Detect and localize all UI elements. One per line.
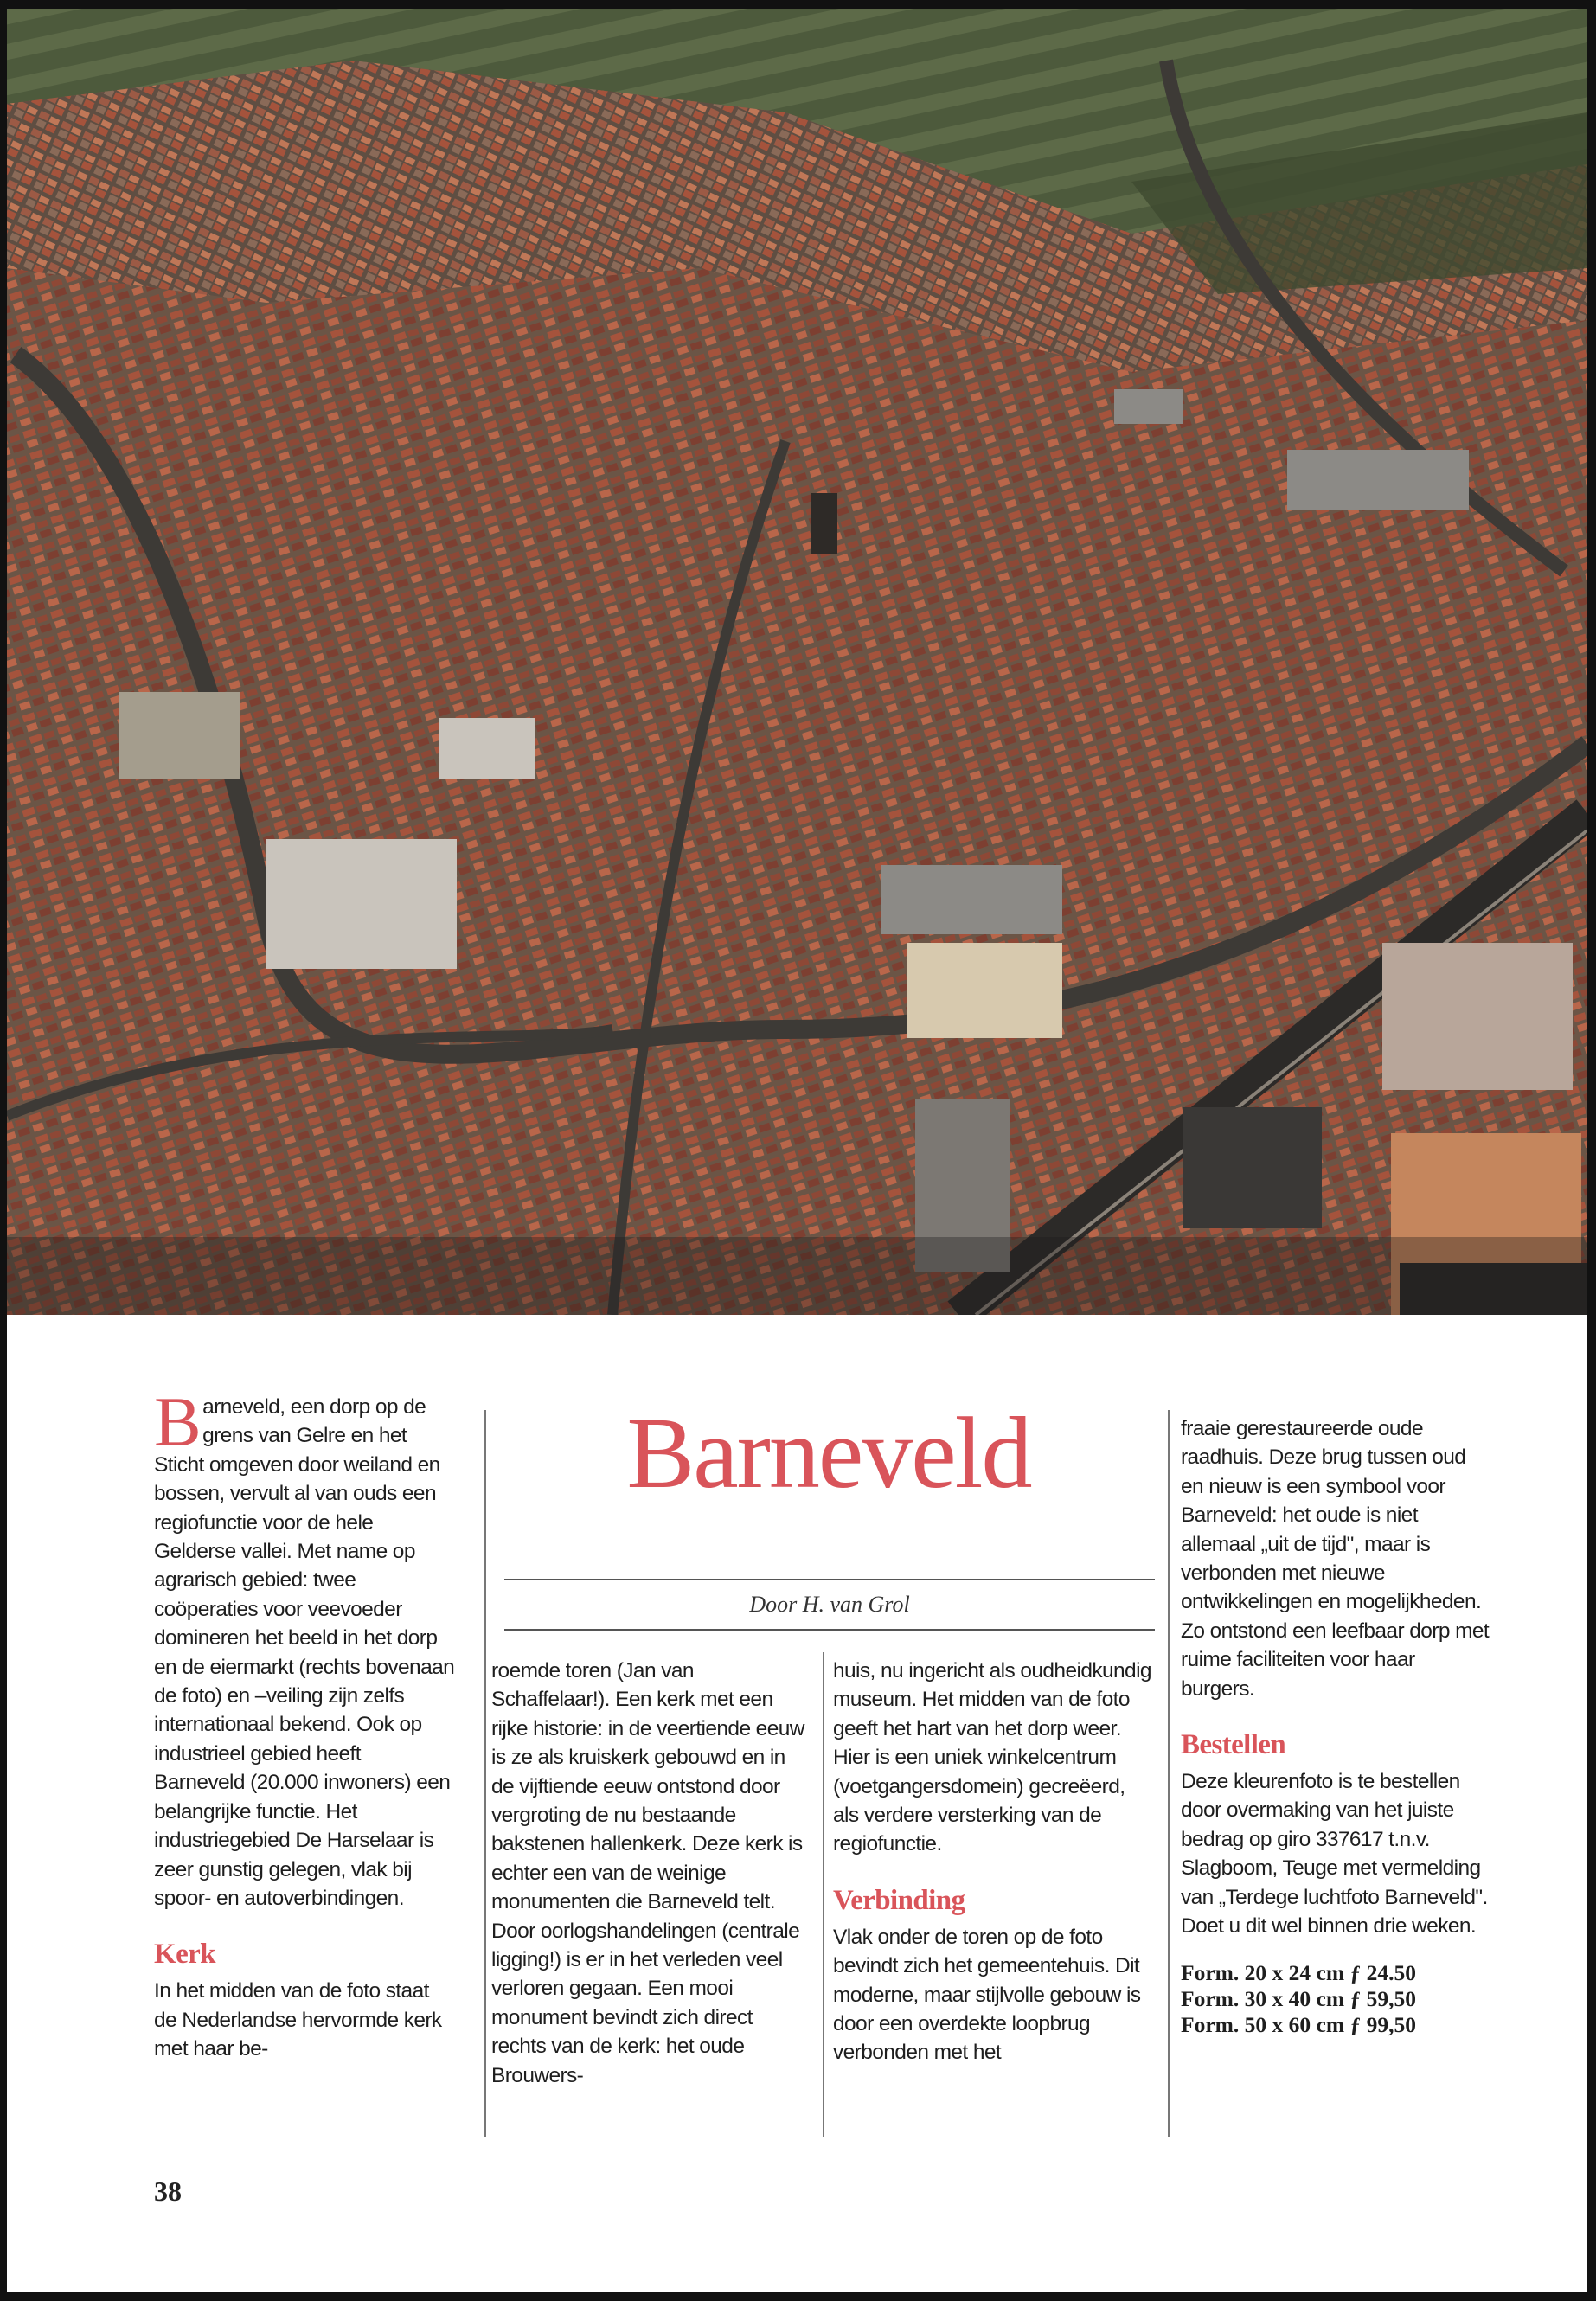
title-rule-top (504, 1579, 1155, 1580)
verbinding-text: Vlak onder de toren op de foto bevindt zich het gemeentehuis. Dit moderne, maar stijlvolle gebouw is door een overdekte loopbrug verbonden met het (833, 1925, 1141, 2065)
title-rule-bottom (504, 1629, 1155, 1631)
column-divider (484, 1410, 486, 2137)
column-2 (491, 1657, 811, 2090)
aerial-photo (7, 9, 1587, 1315)
column-2-text: roemde toren (Jan van Schaffelaar!). Een kerk met een rijke historie: in de veertiende eeuw is ze als kruiskerk gebouwd en in de vijftiende eeuw ontstond door vergroting de nu bestaande bakstenen hallenkerk. Deze kerk is echter een van de weinige monumenten die Barneveld telt. Door oorlogshandelingen (centrale ligging!) is er in het verleden veel verloren gegaan. Een mooi monument bevindt zich direct rechts van de kerk: het oude Brouwers- (491, 1659, 804, 2087)
price-list (1181, 1960, 1492, 2038)
column-divider (823, 1652, 824, 2137)
price-item: Form. 30 x 40 cm ƒ 59,50 (1181, 1985, 1416, 2011)
page-title: Barneveld (626, 1396, 1031, 1509)
price-item: Form. 20 x 24 cm ƒ 24.50 (1181, 1959, 1416, 1985)
column-4 (1181, 1414, 1492, 2038)
heading-verbinding: Verbinding (833, 1884, 965, 1916)
column-4-text: fraaie gerestaureerde oude raadhuis. Deze brug tussen oud en nieuw is een symbool voor Barneveld: het oude is niet allemaal „uit de tijd", maar is verbonden met nieuwe ontwikkelingen en mogelijkheden. Zo ontstond een leefbaar dorp met ruime faciliteiten voor haar burgers. (1181, 1417, 1490, 1701)
heading-kerk: Kerk (154, 1939, 215, 1971)
bestellen-text: Deze kleurenfoto is te bestellen door overmaking van het juiste bedrag op giro 337617 t.n.v. Slagboom, Teuge met vermelding van „Terdege luchtfoto Barneveld". Doet u dit wel binnen drie weken. (1181, 1770, 1488, 1939)
column-3 (833, 1657, 1153, 2067)
byline: Door H. van Grol (749, 1592, 910, 1617)
intro-text: arneveld, een dorp op de grens van Gelre en het Sticht omgeven door weiland en bossen, vervult al van ouds een regiofunctie voor de hele Gelderse vallei. Met name op agrarisch gebied: twee coöperaties voor veevoeder domineren het beeld in het dorp en de eiermarkt (rechts bovenaan de foto) en –veiling zijn zelfs internationaal bekend. Ook op industrieel gebied heeft Barneveld (20.000 inwoners) een belangrijke functie. Het industriegebied De Harselaar is zeer gunstig gelegen, vlak bij spoor- en autoverbindingen. (154, 1395, 455, 1910)
magazine-page (7, 9, 1587, 2292)
dropcap: B (154, 1382, 202, 1461)
heading-bestellen: Bestellen (1181, 1729, 1286, 1761)
aerial-photo-icon (7, 9, 1587, 1315)
kerk-text: In het midden van de foto staat de Nederlandse hervormde kerk met haar be- (154, 1979, 442, 2061)
column-divider (1168, 1410, 1170, 2137)
column-1 (154, 1382, 457, 2064)
page-number: 38 (154, 2176, 182, 2207)
column-3-text: huis, nu ingericht als oudheidkundig museum. Het midden van de foto geeft het hart van het dorp weer. Hier is een uniek winkelcentrum (voetgangersdomein) gecreëerd, als verdere versterking van de regiofunctie. (833, 1659, 1151, 1856)
price-item: Form. 50 x 60 cm ƒ 99,50 (1181, 2011, 1416, 2037)
